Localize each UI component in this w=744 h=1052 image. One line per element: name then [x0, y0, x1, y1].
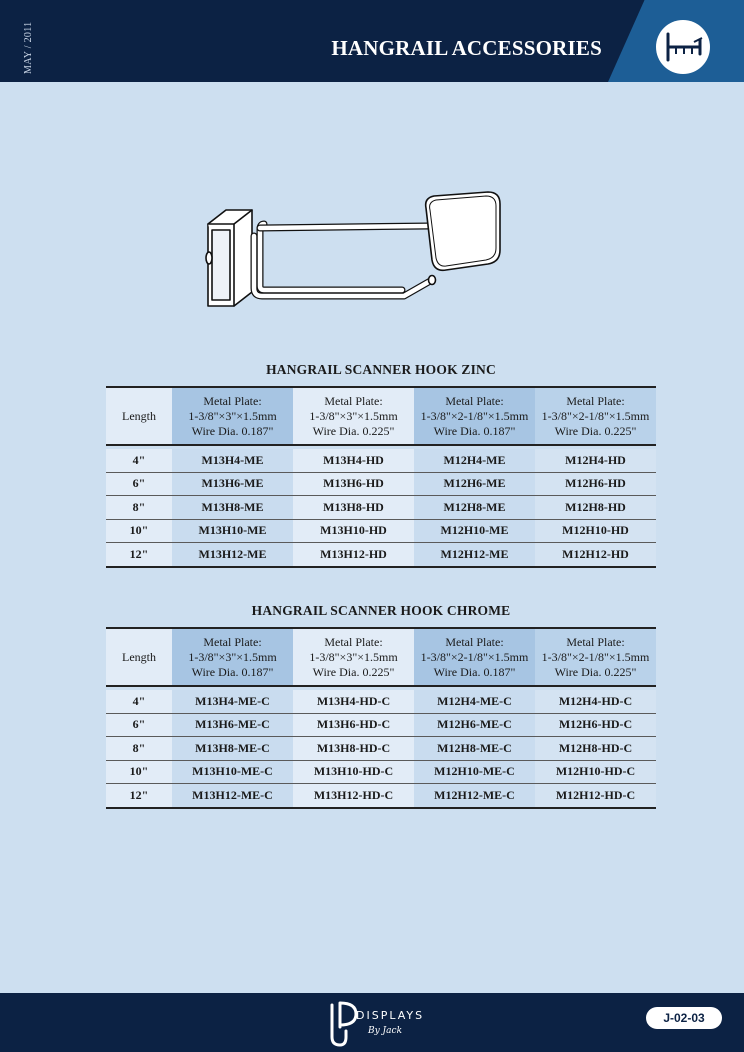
scanner-hook-illustration: [198, 188, 516, 324]
column-header-line: Length: [122, 649, 156, 664]
column-header-line: Wire Dia. 0.225": [554, 664, 637, 679]
column-header-line: 1-3/8"×3"×1.5mm: [188, 649, 277, 664]
table-row: [106, 737, 656, 761]
column-header-line: 1-3/8"×3"×1.5mm: [188, 408, 277, 423]
page-title: HANGRAIL ACCESSORIES: [331, 36, 602, 60]
part-number-cell: M12H4-ME-C: [414, 690, 535, 713]
brand-subtitle: By Jack: [368, 1026, 403, 1036]
column-header-line: Metal Plate:: [445, 393, 504, 408]
part-number-cell: M13H10-ME: [172, 519, 293, 543]
issue-date: MAY / 2011: [23, 21, 34, 74]
column-header-line: 1-3/8"×2-1/8"×1.5mm: [420, 408, 529, 423]
part-number-cell: M12H12-ME-C: [414, 784, 535, 808]
table-row: [106, 760, 656, 784]
column-header-line: Metal Plate:: [203, 393, 262, 408]
part-number-cell: M13H8-HD-C: [293, 737, 414, 761]
part-number-cell: M13H8-ME-C: [172, 737, 293, 761]
table-row: [106, 784, 656, 808]
column-header-length: [106, 628, 172, 686]
part-number-cell: M12H12-ME: [414, 543, 535, 567]
table-row: [106, 449, 656, 472]
length-cell: 8": [106, 496, 172, 520]
displays-logo-icon: [326, 997, 436, 1049]
part-number-cell: M12H4-HD-C: [535, 690, 656, 713]
part-number-cell: M12H8-ME: [414, 496, 535, 520]
column-header-line: Wire Dia. 0.187": [191, 423, 274, 438]
column-header-spec: [414, 628, 535, 686]
page-code-badge: J-02-03: [646, 1007, 722, 1029]
table-row: [106, 543, 656, 567]
column-header-line: Metal Plate:: [203, 634, 262, 649]
part-number-cell: M12H12-HD-C: [535, 784, 656, 808]
column-header-line: Wire Dia. 0.187": [433, 664, 516, 679]
part-number-cell: M13H4-HD-C: [293, 690, 414, 713]
part-number-cell: M12H6-HD: [535, 472, 656, 496]
chrome-spec-table: [106, 627, 656, 809]
table-row: [106, 519, 656, 543]
part-number-cell: M12H4-HD: [535, 449, 656, 472]
part-number-cell: M12H8-HD-C: [535, 737, 656, 761]
part-number-cell: M13H12-HD-C: [293, 784, 414, 808]
column-header-line: Metal Plate:: [566, 634, 625, 649]
length-cell: 12": [106, 543, 172, 567]
part-number-cell: M13H12-ME: [172, 543, 293, 567]
part-number-cell: M13H10-HD: [293, 519, 414, 543]
part-number-cell: M12H12-HD: [535, 543, 656, 567]
column-header-spec: [293, 628, 414, 686]
column-header-line: 1-3/8"×2-1/8"×1.5mm: [541, 649, 650, 664]
part-number-cell: M13H8-HD: [293, 496, 414, 520]
length-cell: 10": [106, 519, 172, 543]
part-number-cell: M12H6-HD-C: [535, 713, 656, 737]
part-number-cell: M12H8-ME-C: [414, 737, 535, 761]
part-number-cell: M12H6-ME-C: [414, 713, 535, 737]
length-cell: 4": [106, 690, 172, 713]
length-cell: 10": [106, 760, 172, 784]
length-cell: 12": [106, 784, 172, 808]
table-row: [106, 713, 656, 737]
column-header-line: Length: [122, 408, 156, 423]
table-row: [106, 472, 656, 496]
chrome-table-title: HANGRAIL SCANNER HOOK CHROME: [251, 603, 511, 618]
column-header-spec: [172, 387, 293, 445]
table-row: [106, 496, 656, 520]
part-number-cell: M13H4-ME-C: [172, 690, 293, 713]
part-number-cell: M13H10-HD-C: [293, 760, 414, 784]
column-header-line: 1-3/8"×3"×1.5mm: [309, 408, 398, 423]
length-cell: 6": [106, 472, 172, 496]
length-cell: 4": [106, 449, 172, 472]
part-number-cell: M13H10-ME-C: [172, 760, 293, 784]
column-header-line: 1-3/8"×3"×1.5mm: [309, 649, 398, 664]
column-header-spec: [535, 387, 656, 445]
length-cell: 8": [106, 737, 172, 761]
part-number-cell: M12H10-ME-C: [414, 760, 535, 784]
column-header-line: Wire Dia. 0.225": [312, 423, 395, 438]
column-header-line: 1-3/8"×2-1/8"×1.5mm: [420, 649, 529, 664]
hangrail-icon: [656, 20, 710, 74]
part-number-cell: M12H10-ME: [414, 519, 535, 543]
column-header-line: Metal Plate:: [324, 634, 383, 649]
part-number-cell: M12H8-HD: [535, 496, 656, 520]
column-header-line: Metal Plate:: [324, 393, 383, 408]
part-number-cell: M12H4-ME: [414, 449, 535, 472]
page-footer: [0, 993, 744, 1052]
column-header-spec: [535, 628, 656, 686]
part-number-cell: M13H4-HD: [293, 449, 414, 472]
column-header-length: [106, 387, 172, 445]
table-header-row: [106, 628, 656, 686]
length-cell: 6": [106, 713, 172, 737]
part-number-cell: M13H12-ME-C: [172, 784, 293, 808]
column-header-spec: [414, 387, 535, 445]
part-number-cell: M13H6-ME: [172, 472, 293, 496]
zinc-spec-table: [106, 386, 656, 568]
part-number-cell: M12H10-HD-C: [535, 760, 656, 784]
table-header-row: [106, 387, 656, 445]
zinc-table-title: HANGRAIL SCANNER HOOK ZINC: [266, 362, 496, 377]
part-number-cell: M12H6-ME: [414, 472, 535, 496]
column-header-line: Wire Dia. 0.187": [191, 664, 274, 679]
part-number-cell: M13H6-HD-C: [293, 713, 414, 737]
part-number-cell: M13H6-ME-C: [172, 713, 293, 737]
column-header-spec: [293, 387, 414, 445]
column-header-line: 1-3/8"×2-1/8"×1.5mm: [541, 408, 650, 423]
column-header-line: Metal Plate:: [445, 634, 504, 649]
table-row: [106, 690, 656, 713]
column-header-line: Wire Dia. 0.225": [554, 423, 637, 438]
part-number-cell: M13H4-ME: [172, 449, 293, 472]
column-header-spec: [172, 628, 293, 686]
part-number-cell: M13H6-HD: [293, 472, 414, 496]
part-number-cell: M13H12-HD: [293, 543, 414, 567]
column-header-line: Metal Plate:: [566, 393, 625, 408]
part-number-cell: M13H8-ME: [172, 496, 293, 520]
page-header: [0, 0, 744, 82]
column-header-line: Wire Dia. 0.225": [312, 664, 395, 679]
part-number-cell: M12H10-HD: [535, 519, 656, 543]
brand-name: DISPLAYS: [356, 1009, 425, 1022]
column-header-line: Wire Dia. 0.187": [433, 423, 516, 438]
